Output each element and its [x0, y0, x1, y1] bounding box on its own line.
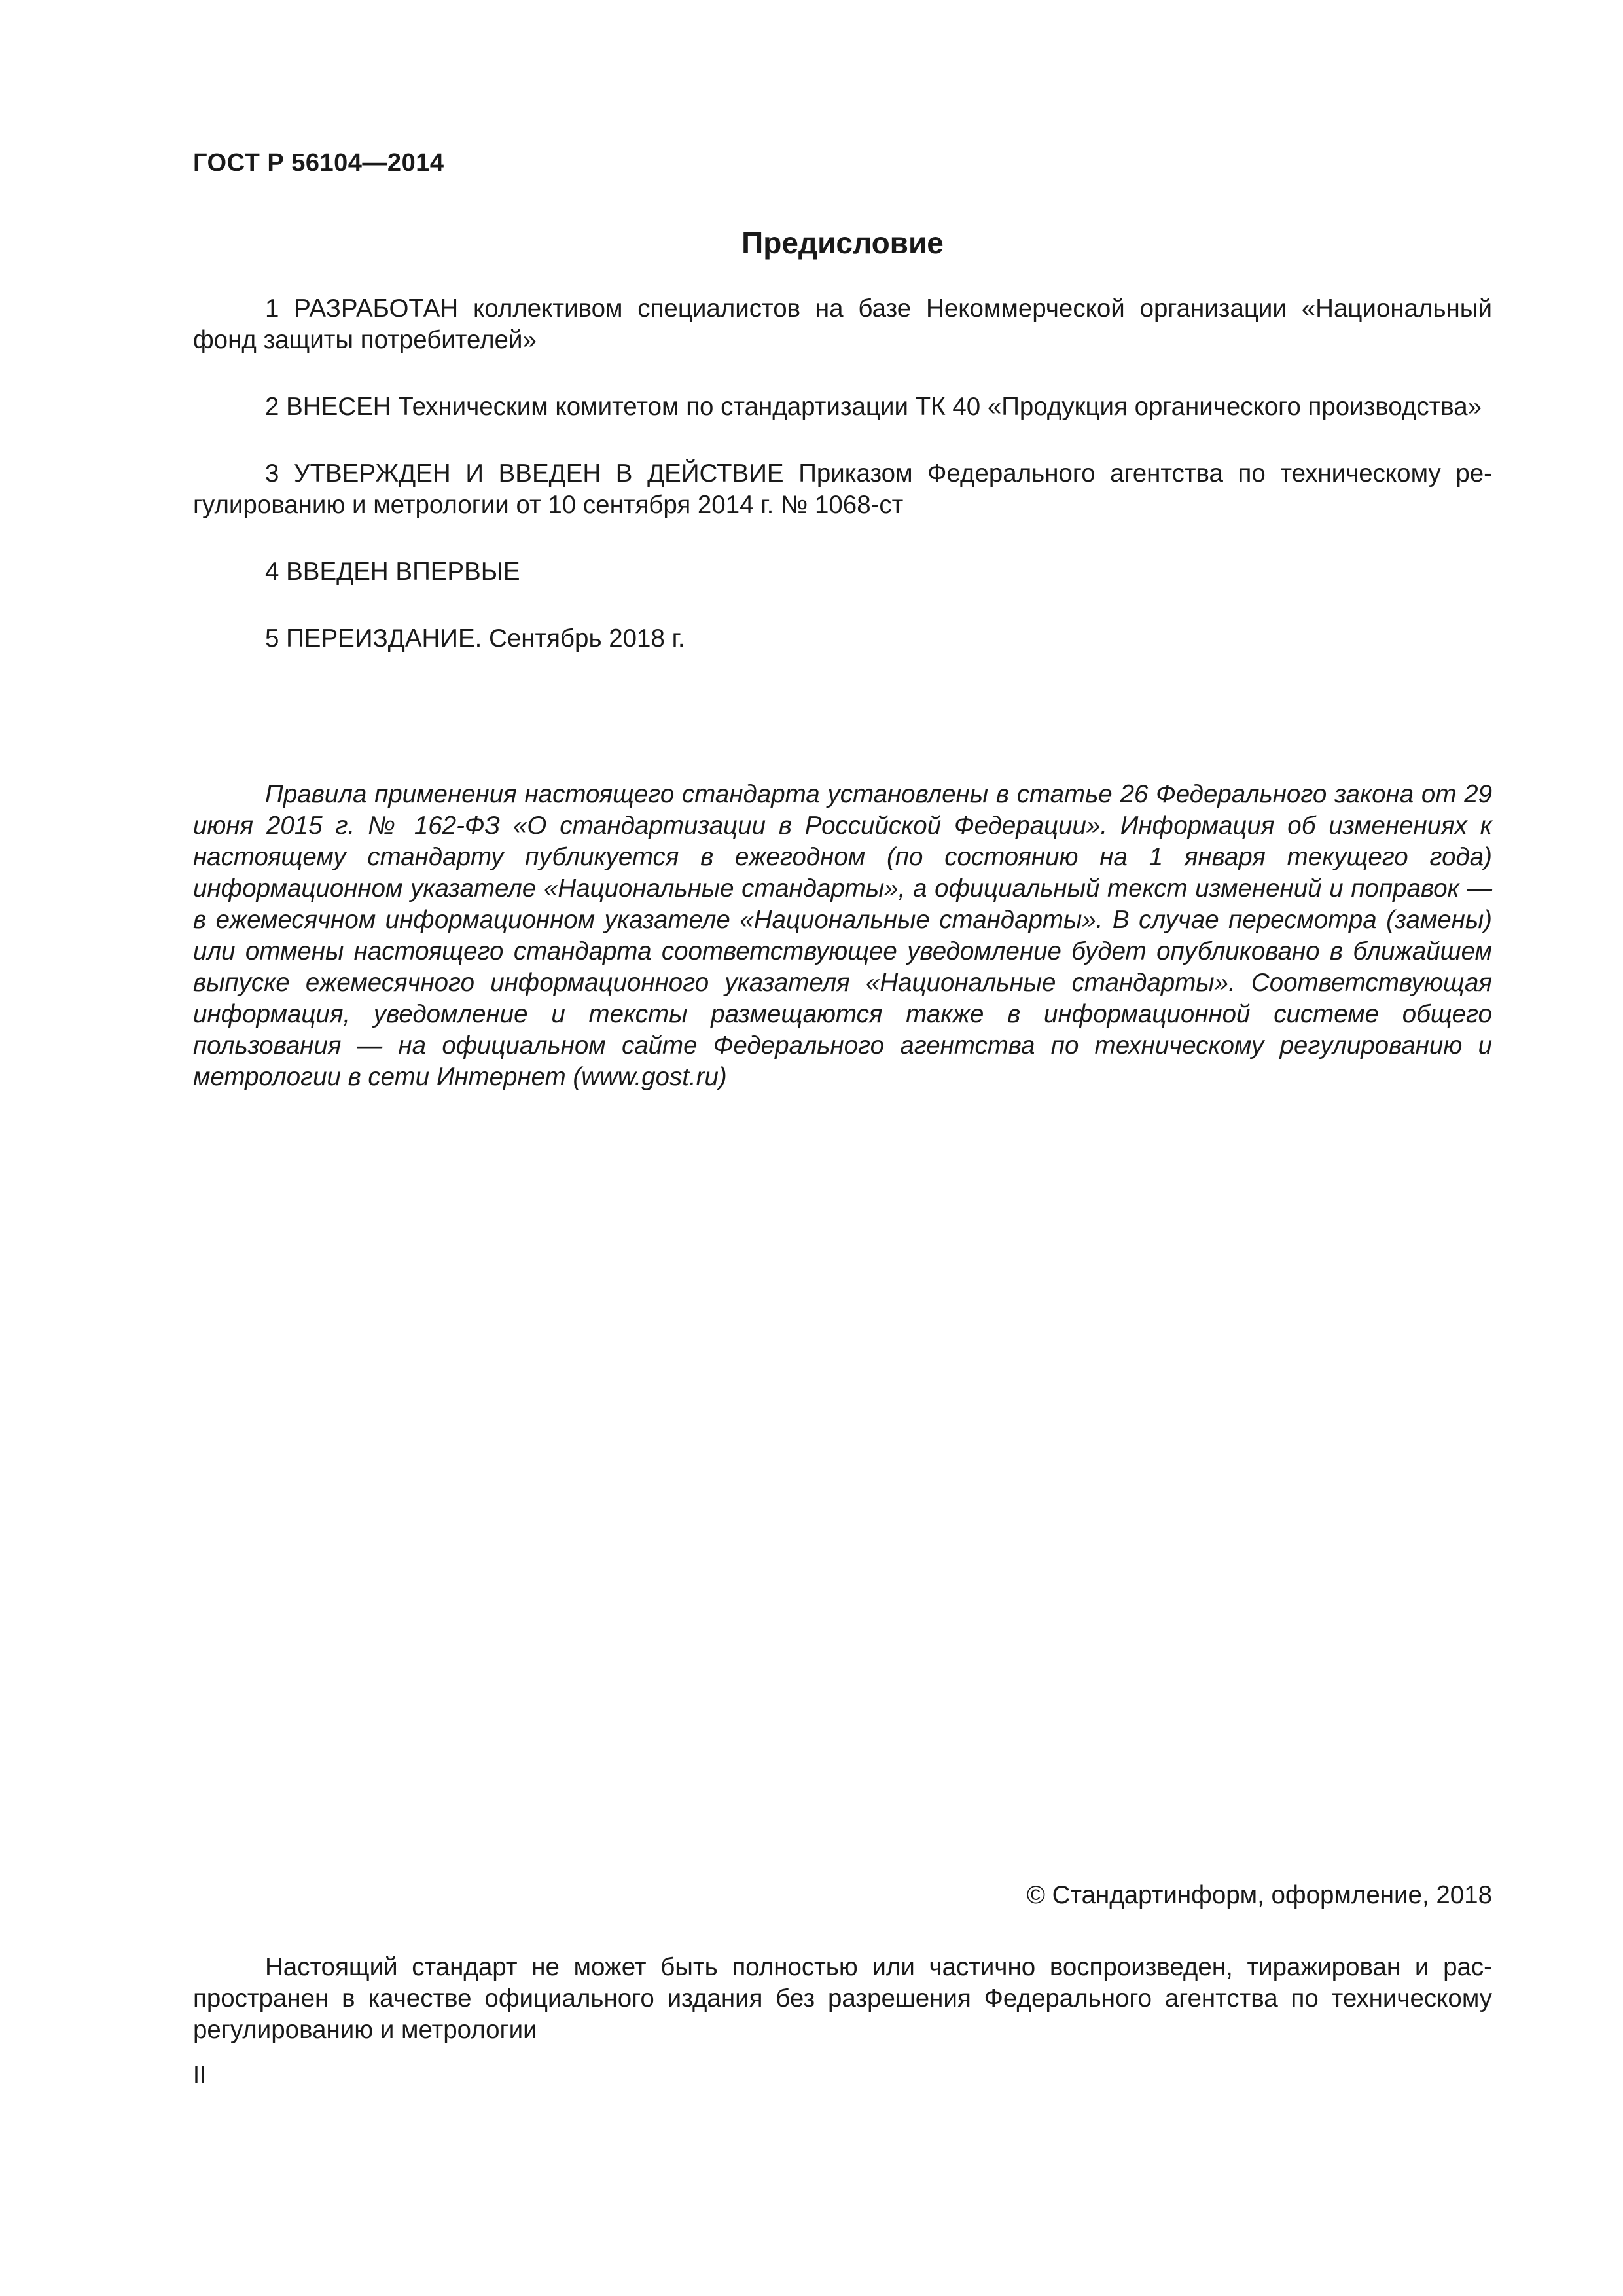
foreword-items — [193, 293, 1492, 690]
page-number: II — [193, 2061, 207, 2088]
standard-code-header: ГОСТ Р 56104—2014 — [193, 149, 444, 177]
reproduction-notice: Настоящий стандарт не может быть полностью или частично воспроизведен, тиражирован и распространен в качестве официального издания без разрешения Федерального агентства по техническому регулированию и метрологии — [193, 1953, 1492, 2044]
foreword-item-4: 4 ВВЕДЕН ВПЕРВЫЕ — [265, 558, 520, 586]
application-rules-paragraph: Правила применения настоящего стандарта установлены в статье 26 Федерального закона от 29 июня 2015 г. № 162-ФЗ «О стандартизации в Российской Федерации». Информация об изменениях к настоящему стандарту публикуется в ежегодном (по состоянию на 1 января текущего года) информационном указателе «Национальные стандарты», а официальный текст изменений и поправок — в ежемесячном информационном указателе «Национальные стандарты». В случае пересмотра (замены) или отмены настоящего стандарта соответствующее уведомление будет опубликовано в ближайшем выпуске ежемесячного информационного указателя «Национальные стандарты». Соответствующая информация, уведомление и тексты размещаются также в информационной системе общего пользования — на официальном сайте Федерального агентства по техническому регулированию и метрологии в сети Интернет (www.gost.ru) — [193, 780, 1492, 1091]
foreword-item-3: 3 УТВЕРЖДЕН И ВВЕДЕН В ДЕЙСТВИЕ Приказом Федерального агентства по техническому регулированию и метрологии от 10 сентября 2014 г. № 1068-ст — [193, 459, 1492, 519]
foreword-title: Предисловие — [741, 226, 944, 260]
foreword-item-5: 5 ПЕРЕИЗДАНИЕ. Сентябрь 2018 г. — [265, 624, 685, 653]
copyright-notice: © Стандартинформ, оформление, 2018 — [1026, 1881, 1492, 1909]
foreword-item-1: 1 РАЗРАБОТАН коллективом специалистов на базе Некоммерческой организации «Национальный фонд защиты потребителей» — [193, 295, 1492, 354]
foreword-item-2: 2 ВНЕСЕН Техническим комитетом по стандартизации ТК 40 «Продукция органического производства» — [265, 393, 1482, 421]
